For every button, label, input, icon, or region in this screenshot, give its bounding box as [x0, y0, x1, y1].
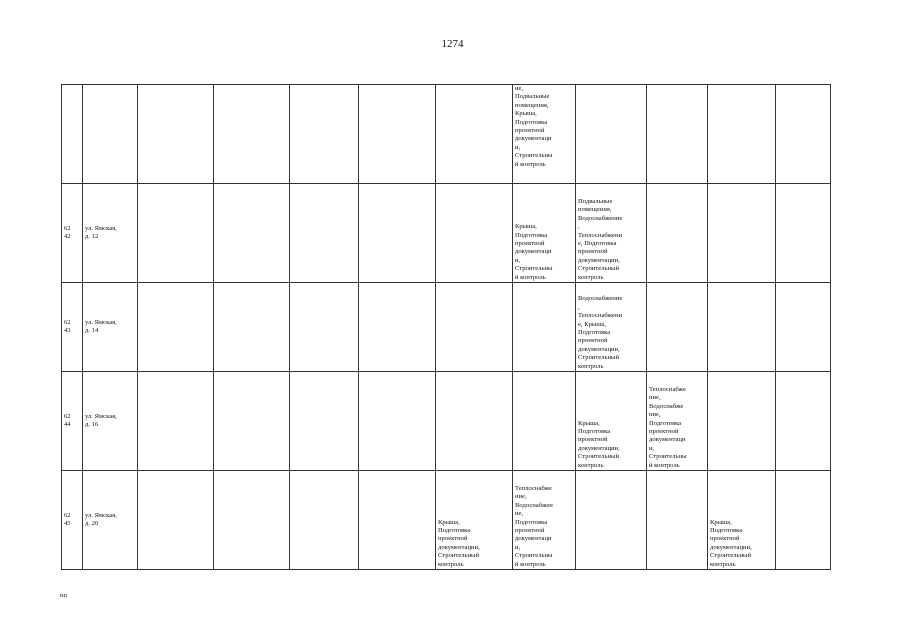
work-cell [290, 372, 359, 471]
address-cell: ул. Ямская, д. 16 [83, 372, 138, 471]
work-cell: Теплоснабже ние, Водоснабжен ие, Подготовка проектной документаци и, Строительны й контроль [513, 471, 576, 570]
work-cell [436, 283, 513, 372]
work-cell [776, 471, 831, 570]
work-cell [290, 85, 359, 184]
work-cell [359, 372, 436, 471]
work-cell [708, 184, 776, 283]
table-row [62, 372, 831, 471]
work-cell [647, 184, 708, 283]
work-cell [359, 283, 436, 372]
work-cell [513, 283, 576, 372]
row-number-cell: 62 43 [62, 283, 83, 372]
work-cell [436, 184, 513, 283]
work-cell [138, 471, 214, 570]
address-cell: ул. Ямская, д. 14 [83, 283, 138, 372]
work-cell [359, 184, 436, 283]
work-cell: Крыша, Подготовка проектной документаци и, Строительны й контроль [513, 184, 576, 283]
work-cell: Подвальные помещения, Водоснабжение , Теплоснабжени е, Подготовка проектной документации, Строительный контроль [576, 184, 647, 283]
work-cell: ие, Подвальные помещения, Крыша, Подготовка проектной документаци и, Строительны й контроль [513, 85, 576, 184]
work-cell [647, 85, 708, 184]
work-cell [708, 372, 776, 471]
work-cell: Крыша, Подготовка проектной документации, Строительный контроль [708, 471, 776, 570]
work-cell [708, 283, 776, 372]
work-cell [214, 85, 290, 184]
schedule-table [61, 84, 831, 570]
row-number-cell: 62 44 [62, 372, 83, 471]
work-cell [513, 372, 576, 471]
work-cell [138, 85, 214, 184]
footer-mark: нп [60, 592, 67, 599]
work-cell [708, 85, 776, 184]
work-cell [359, 85, 436, 184]
work-cell [436, 85, 513, 184]
work-cell [576, 85, 647, 184]
work-cell [576, 471, 647, 570]
table-row [62, 184, 831, 283]
work-cell [290, 283, 359, 372]
row-number-cell: 62 42 [62, 184, 83, 283]
work-cell [290, 184, 359, 283]
work-cell [776, 85, 831, 184]
work-cell [647, 471, 708, 570]
work-cell [138, 372, 214, 471]
work-cell [214, 184, 290, 283]
work-cell: Теплоснабже ние, Водоснабже ние, Подготовка проектной документаци и, Строительны й контроль [647, 372, 708, 471]
work-cell [776, 283, 831, 372]
row-number-cell [62, 85, 83, 184]
work-cell [214, 372, 290, 471]
work-cell [214, 471, 290, 570]
work-cell [647, 283, 708, 372]
work-cell: Крыша, Подготовка проектной документации, Строительный контроль [436, 471, 513, 570]
work-cell: Крыша, Подготовка проектной документации, Строительный контроль [576, 372, 647, 471]
address-cell: ул. Ямская, д. 20 [83, 471, 138, 570]
work-cell [138, 184, 214, 283]
page-number: 1274 [441, 38, 464, 50]
work-cell [359, 471, 436, 570]
work-cell [138, 283, 214, 372]
work-cell [214, 283, 290, 372]
address-cell: ул. Ямская, д. 12 [83, 184, 138, 283]
table-row [62, 283, 831, 372]
table-row [62, 85, 831, 184]
work-cell [436, 372, 513, 471]
work-cell [776, 372, 831, 471]
work-cell: Водоснабжение , Теплоснабжени е, Крыша, Подготовка проектной документации, Строительный контроль [576, 283, 647, 372]
row-number-cell: 62 45 [62, 471, 83, 570]
address-cell [83, 85, 138, 184]
table-row [62, 471, 831, 570]
work-cell [290, 471, 359, 570]
work-cell [776, 184, 831, 283]
